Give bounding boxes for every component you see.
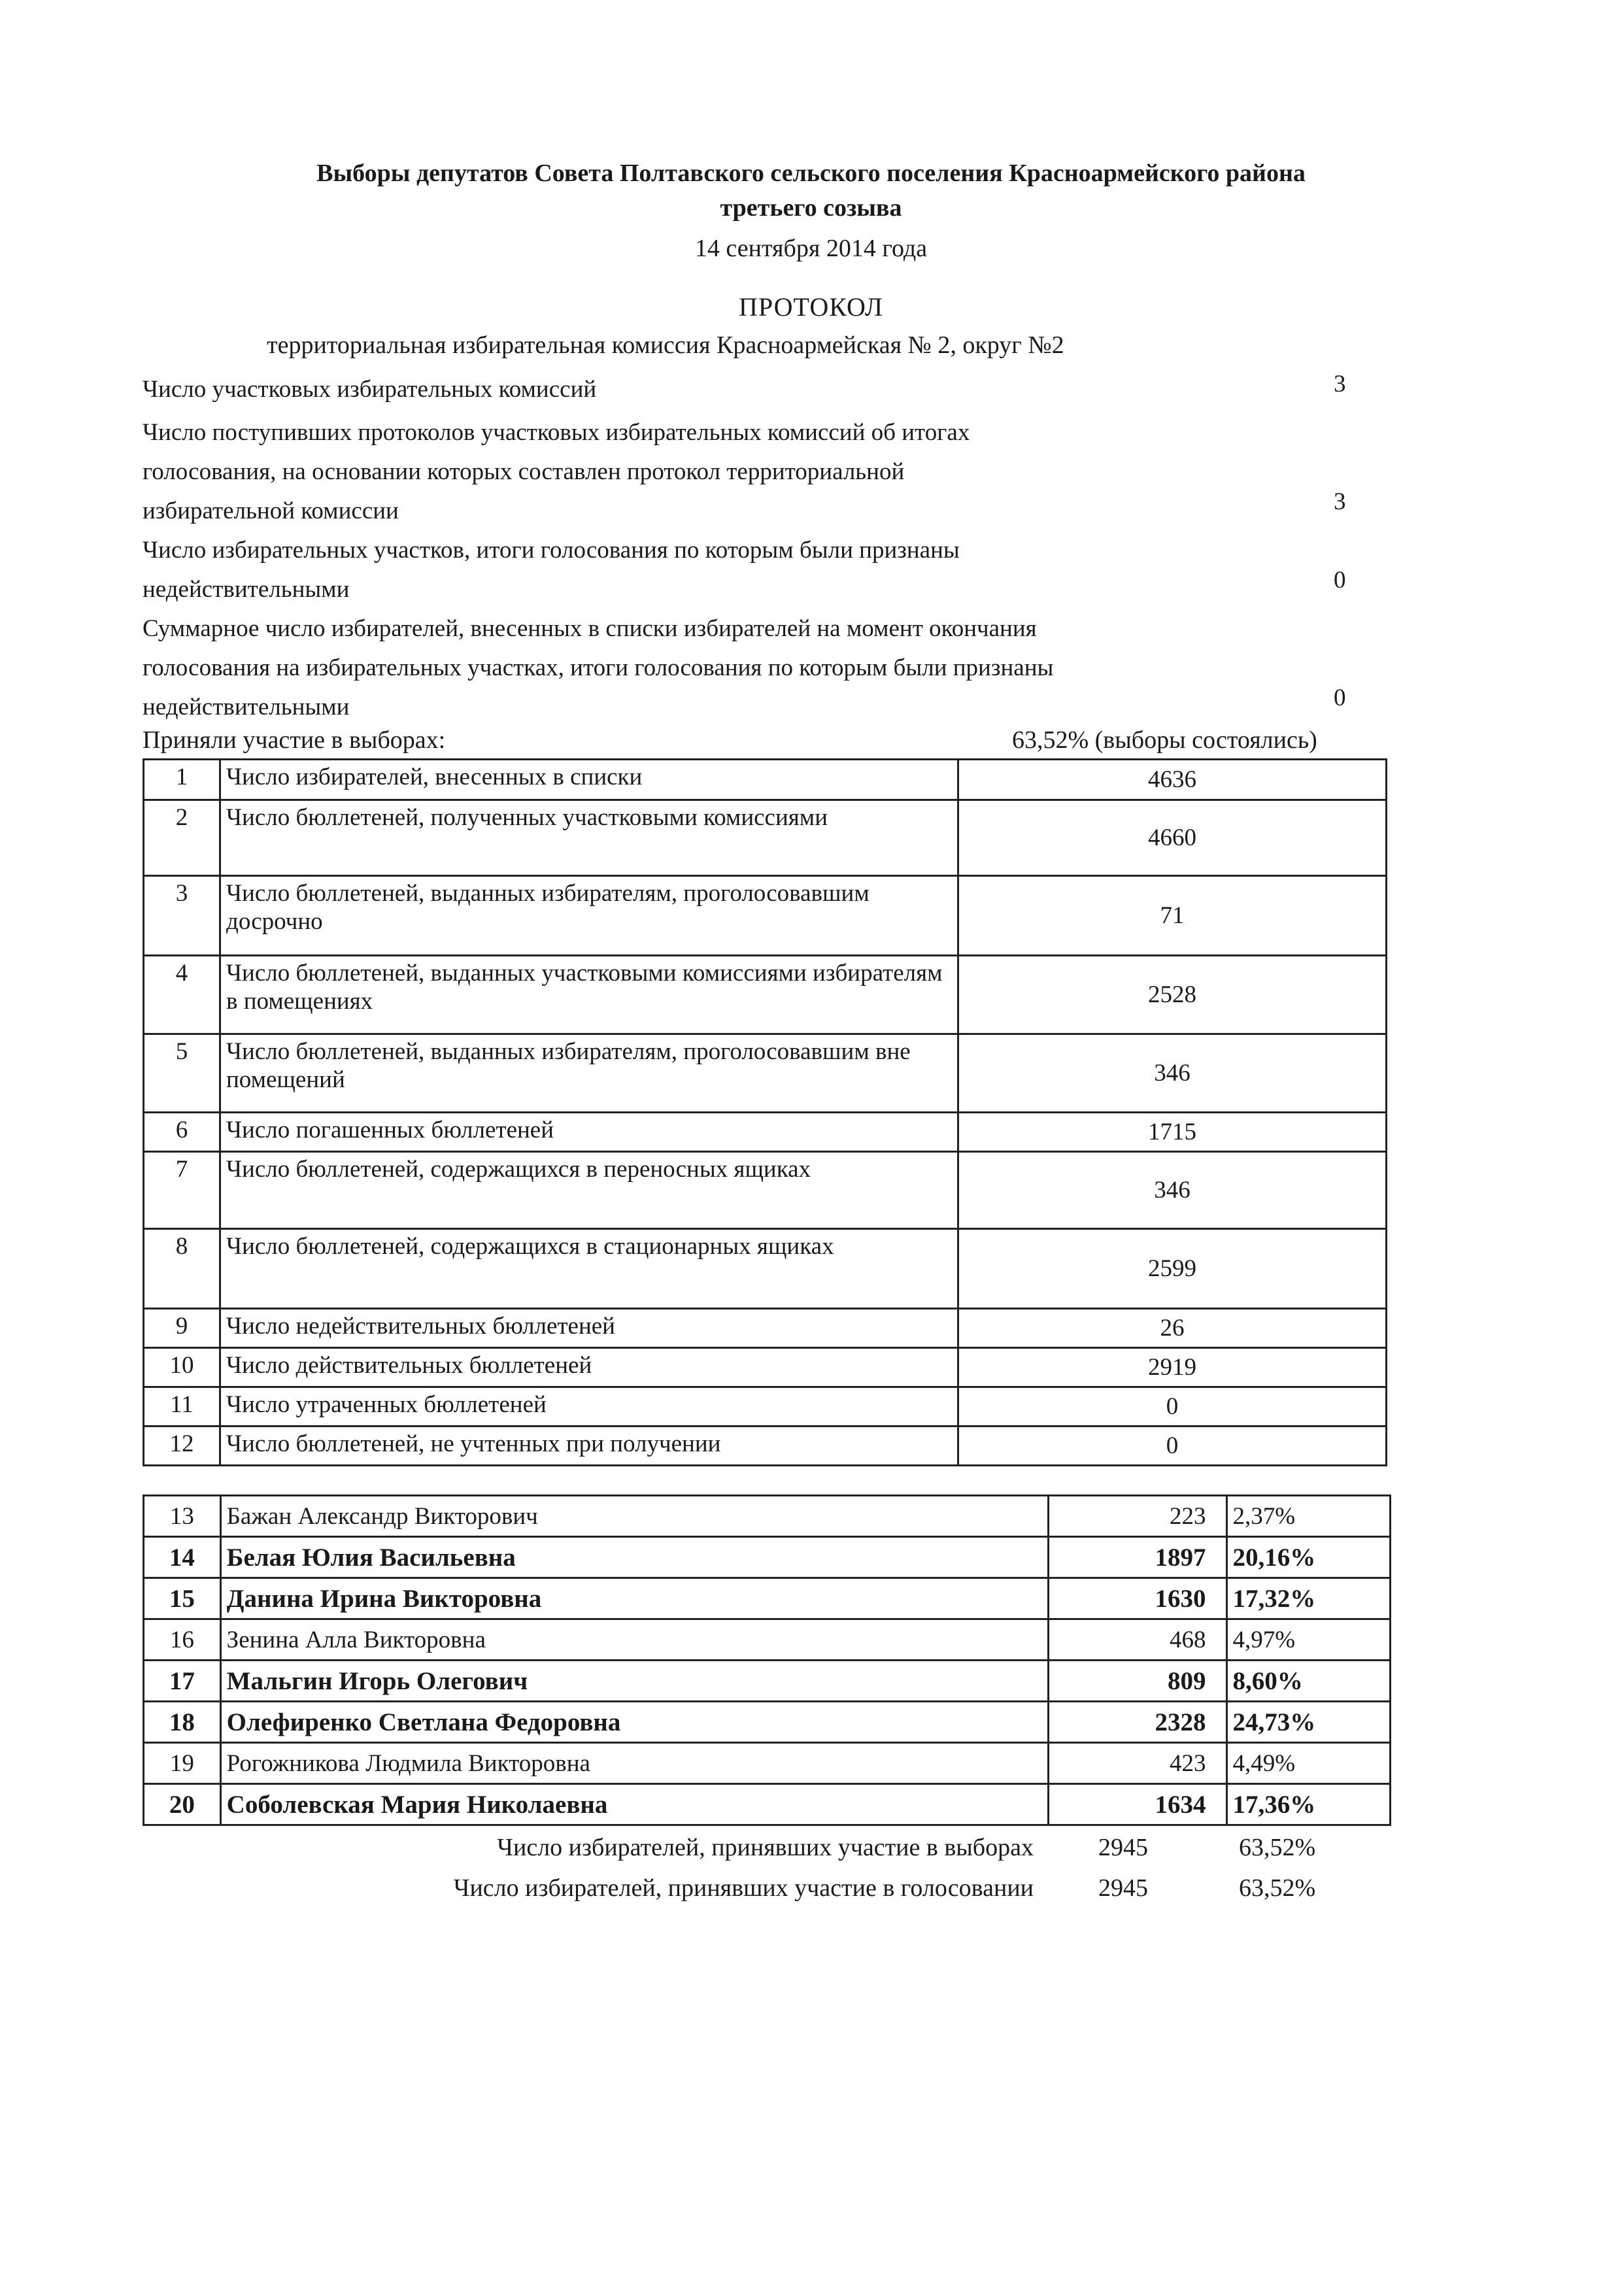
candidate-votes: 223 [1048,1496,1226,1537]
info-line: голосования на избирательных участках, итоги голосования по которым были признаны [143,654,1054,681]
row-label: Число утраченных бюллетеней [220,1387,958,1427]
candidate-row [144,1661,1391,1702]
candidate-name: Белая Юлия Васильевна [220,1537,1048,1578]
candidate-votes: 2328 [1048,1702,1226,1743]
table-row [144,1427,1387,1466]
row-value: 346 [958,1034,1387,1113]
candidate-percent: 20,16% [1226,1537,1390,1578]
summary-label: Число избирателей, принявших участие в выборах [497,1834,1034,1861]
candidate-row [144,1784,1391,1825]
row-number: 7 [144,1152,220,1229]
candidate-name: Данина Ирина Викторовна [220,1578,1048,1619]
document-subtitle: третьего созыва [720,194,902,222]
candidate-votes: 1630 [1048,1578,1226,1619]
row-value: 0 [958,1427,1387,1466]
table-row [144,1387,1387,1427]
candidate-number: 18 [144,1702,221,1743]
row-number: 3 [144,876,220,956]
row-number: 4 [144,956,220,1034]
table-row [144,760,1387,800]
info-value: 3 [1334,371,1346,397]
row-number: 5 [144,1034,220,1113]
candidate-row [144,1743,1391,1784]
summary-label: Число избирателей, принявших участие в голосовании [453,1874,1034,1902]
table-row [144,1113,1387,1152]
row-value: 1715 [958,1113,1387,1152]
candidate-percent: 4,97% [1226,1619,1390,1661]
row-value: 4660 [958,800,1387,876]
results-table [143,758,1387,1466]
row-number: 9 [144,1309,220,1348]
candidate-number: 13 [144,1496,221,1537]
table-row [144,1348,1387,1387]
info-line: голосования, на основании которых составлен протокол территориальной [143,458,905,485]
table-row [144,800,1387,876]
table-row [144,1034,1387,1113]
summary-count: 2945 [1098,1874,1148,1902]
candidate-votes: 1634 [1048,1784,1226,1825]
info-line: Число избирательных участков, итоги голосования по которым были признаны [143,537,960,564]
row-label: Число недействительных бюллетеней [220,1309,958,1348]
row-label: Число избирателей, внесенных в списки [220,760,958,800]
row-number: 6 [144,1113,220,1152]
candidate-number: 20 [144,1784,221,1825]
row-label: Число бюллетеней, не учтенных при получении [220,1427,958,1466]
row-label: Число погашенных бюллетеней [220,1113,958,1152]
row-value: 2599 [958,1229,1387,1309]
info-item [143,413,1385,531]
participation-label: Приняли участие в выборах: [143,726,446,754]
participation-line [143,726,1385,754]
row-number: 8 [144,1229,220,1309]
row-label: Число бюллетеней, содержащихся в переносных ящиках [220,1152,958,1229]
candidate-name: Олефиренко Светлана Федоровна [220,1702,1048,1743]
table-row [144,1152,1387,1229]
candidate-percent: 8,60% [1226,1661,1390,1702]
summary-percent: 63,52% [1239,1834,1316,1861]
document-title: Выборы депутатов Совета Полтавского сельского поселения Красноармейского района [316,160,1306,187]
info-line: Суммарное число избирателей, внесенных в списки избирателей на момент окончания [143,615,1037,642]
candidate-votes: 468 [1048,1619,1226,1661]
info-value: 0 [1334,567,1346,594]
candidate-name: Бажан Александр Викторович [220,1496,1048,1537]
participation-value: 63,52% (выборы состоялись) [1012,726,1317,754]
candidate-percent: 24,73% [1226,1702,1390,1743]
info-value: 3 [1334,488,1346,515]
candidate-row [144,1702,1391,1743]
candidate-number: 17 [144,1661,221,1702]
candidate-row [144,1619,1391,1661]
candidate-percent: 4,49% [1226,1743,1390,1784]
row-number: 11 [144,1387,220,1427]
candidate-name: Зенина Алла Викторовна [220,1619,1048,1661]
table-row [144,1309,1387,1348]
info-line: избирательной комиссии [143,498,399,524]
row-value: 2919 [958,1348,1387,1387]
row-label: Число действительных бюллетеней [220,1348,958,1387]
row-label: Число бюллетеней, выданных избирателям, проголосовавшим досрочно [220,876,958,956]
info-value: 0 [1334,684,1346,711]
row-value: 0 [958,1387,1387,1427]
info-line: недействительными [143,576,350,603]
commission-name: территориальная избирательная комиссия Красноармейская № 2, округ №2 [267,331,1064,359]
info-line: недействительными [143,694,350,720]
candidate-row [144,1578,1391,1619]
row-number: 2 [144,800,220,876]
table-row [144,1229,1387,1309]
candidate-percent: 17,32% [1226,1578,1390,1619]
row-value: 4636 [958,760,1387,800]
candidate-row [144,1496,1391,1537]
row-number: 10 [144,1348,220,1387]
info-item [143,370,1385,409]
candidate-votes: 1897 [1048,1537,1226,1578]
info-line: Число участковых избирательных комиссий [143,376,597,403]
row-value: 26 [958,1309,1387,1348]
candidate-percent: 17,36% [1226,1784,1390,1825]
summary-count: 2945 [1098,1834,1148,1861]
row-label: Число бюллетеней, содержащихся в стационарных ящиках [220,1229,958,1309]
candidate-name: Мальгин Игорь Олегович [220,1661,1048,1702]
candidate-votes: 809 [1048,1661,1226,1702]
row-value: 346 [958,1152,1387,1229]
candidate-number: 15 [144,1578,221,1619]
candidate-name: Рогожникова Людмила Викторовна [220,1743,1048,1784]
candidate-name: Соболевская Мария Николаевна [220,1784,1048,1825]
table-row [144,876,1387,956]
candidate-number: 16 [144,1619,221,1661]
candidate-percent: 2,37% [1226,1496,1390,1537]
candidate-number: 14 [144,1537,221,1578]
row-value: 2528 [958,956,1387,1034]
row-value: 71 [958,876,1387,956]
protocol-heading: ПРОТОКОЛ [738,292,883,322]
row-label: Число бюллетеней, выданных избирателям, проголосовавшим вне помещений [220,1034,958,1113]
info-item [143,609,1385,727]
candidates-table [143,1494,1391,1826]
table-row [144,956,1387,1034]
candidate-row [144,1537,1391,1578]
row-number: 12 [144,1427,220,1466]
row-number: 1 [144,760,220,800]
row-label: Число бюллетеней, выданных участковыми комиссиями избирателям в помещениях [220,956,958,1034]
row-label: Число бюллетеней, полученных участковыми комиссиями [220,800,958,876]
candidate-votes: 423 [1048,1743,1226,1784]
candidate-number: 19 [144,1743,221,1784]
summary-percent: 63,52% [1239,1874,1316,1902]
info-item [143,531,1385,609]
info-line: Число поступивших протоколов участковых избирательных комиссий об итогах [143,419,970,446]
election-date: 14 сентября 2014 года [694,235,928,262]
